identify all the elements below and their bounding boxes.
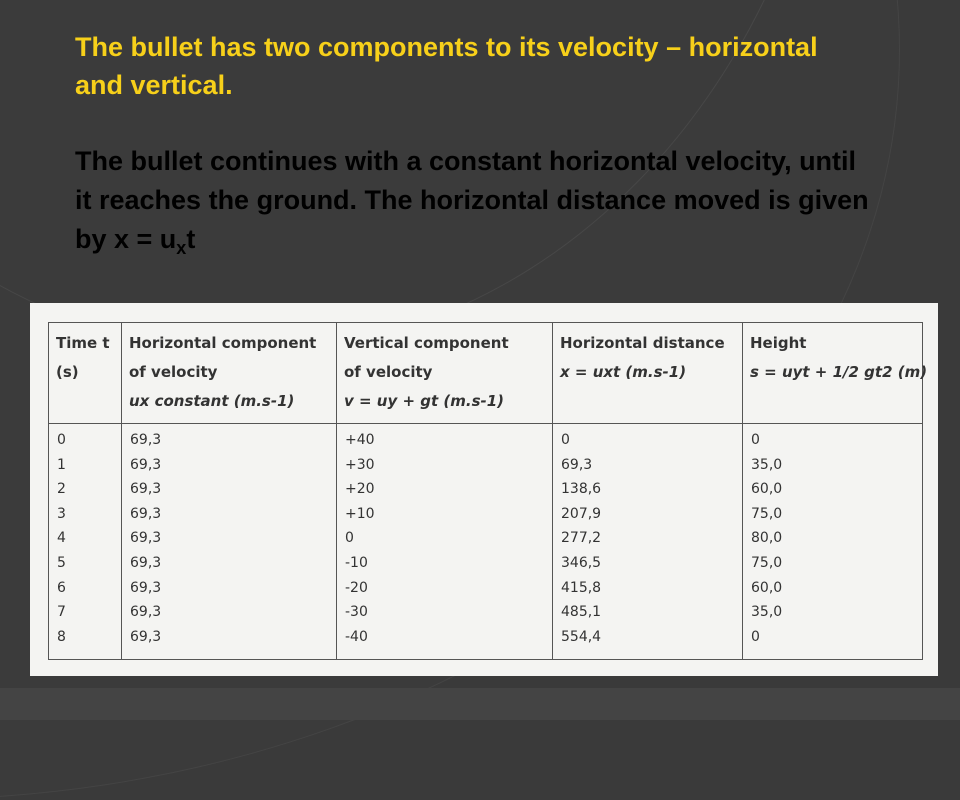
horizontal-velocity-value: 69,3 (130, 432, 162, 448)
background-band (0, 688, 960, 720)
vertical-velocity-value: -40 (345, 628, 368, 645)
header-hd-line1: Horizontal distance (560, 334, 725, 352)
time-value: 8 (57, 628, 66, 645)
horizontal-distance-value: 207,9 (561, 505, 602, 522)
height-value: 75,0 (751, 505, 783, 522)
time-value: 3 (57, 505, 66, 522)
body-main-text: The bullet continues with a constant horizontal velocity, until it reaches the ground. The horizontal distance moved is given by x = u (75, 146, 869, 254)
body-subscript: x (176, 238, 187, 258)
horizontal-velocity-value: 69,3 (130, 554, 162, 571)
horizontal-distance-column (553, 424, 743, 660)
horizontal-velocity-value: 69,3 (130, 530, 162, 547)
horizontal-distance-value: 485,1 (561, 604, 602, 621)
horizontal-velocity-value: 69,3 (130, 628, 162, 645)
time-value: 4 (57, 530, 66, 547)
vertical-velocity-value: +30 (345, 456, 375, 473)
time-value: 5 (57, 554, 66, 571)
header-height (743, 323, 928, 424)
horizontal-distance-value: 277,2 (561, 530, 602, 547)
height-value: 35,0 (751, 604, 783, 621)
horizontal-distance-value: 554,4 (561, 628, 602, 645)
height-value: 75,0 (751, 554, 783, 571)
horizontal-distance-value: 346,5 (561, 554, 602, 571)
header-height-line1: Height (750, 334, 807, 352)
horizontal-distance-value: 415,8 (561, 579, 602, 596)
horizontal-distance-value: 69,3 (561, 456, 593, 473)
horizontal-velocity-value: 69,3 (130, 456, 162, 473)
header-horizontal-velocity (122, 323, 337, 424)
time-value: 0 (57, 432, 66, 448)
table-header-row (49, 323, 923, 424)
time-value: 2 (57, 481, 66, 498)
time-column (49, 424, 122, 660)
vertical-velocity-value: +40 (345, 432, 375, 448)
header-hv-line2: of velocity (129, 363, 218, 381)
height-value: 0 (751, 432, 760, 448)
height-column (743, 424, 923, 660)
body-end-text: t (186, 224, 196, 254)
header-hd-line2: x = uxt (m.s-1) (560, 363, 687, 381)
slide-body-text (75, 142, 875, 268)
header-vv-line1: Vertical component (344, 334, 509, 352)
horizontal-distance-value: 138,6 (561, 481, 602, 498)
header-height-line2: s = uyt + 1/2 gt2 (m) (750, 363, 928, 381)
horizontal-velocity-column (122, 424, 337, 660)
vertical-velocity-value: -30 (345, 604, 368, 621)
vertical-velocity-value: -10 (345, 554, 368, 571)
time-value: 6 (57, 579, 66, 596)
header-horizontal-distance (553, 323, 743, 424)
horizontal-velocity-value: 69,3 (130, 481, 162, 498)
horizontal-velocity-value: 69,3 (130, 604, 162, 621)
header-hv-line1: Horizontal component (129, 334, 317, 352)
table-body-row (49, 424, 923, 660)
horizontal-distance-value: 0 (561, 432, 570, 448)
height-value: 60,0 (751, 579, 783, 596)
header-vv-line3: v = uy + gt (m.s-1) (344, 392, 505, 410)
height-value: 80,0 (751, 530, 783, 547)
time-value: 7 (57, 604, 66, 621)
vertical-velocity-value: +20 (345, 481, 375, 498)
header-vertical-velocity (337, 323, 553, 424)
time-value: 1 (57, 456, 66, 473)
height-value: 60,0 (751, 481, 783, 498)
vertical-velocity-value: -20 (345, 579, 368, 596)
slide-title: The bullet has two components to its velocity – horizontal and vertical. (75, 32, 818, 100)
vertical-velocity-value: 0 (345, 530, 354, 547)
header-hv-line3: ux constant (m.s-1) (129, 392, 295, 410)
horizontal-velocity-value: 69,3 (130, 505, 162, 522)
header-time (49, 323, 122, 424)
height-value: 0 (751, 628, 760, 645)
vertical-velocity-column (337, 424, 553, 660)
height-value: 35,0 (751, 456, 783, 473)
header-time-line1: Time t (56, 334, 110, 352)
header-vv-line2: of velocity (344, 363, 433, 381)
vertical-velocity-value: +10 (345, 505, 375, 522)
header-time-line2: (s) (56, 363, 79, 381)
horizontal-velocity-value: 69,3 (130, 579, 162, 596)
projectile-data-table (48, 322, 928, 660)
projectile-table-image (30, 303, 938, 676)
